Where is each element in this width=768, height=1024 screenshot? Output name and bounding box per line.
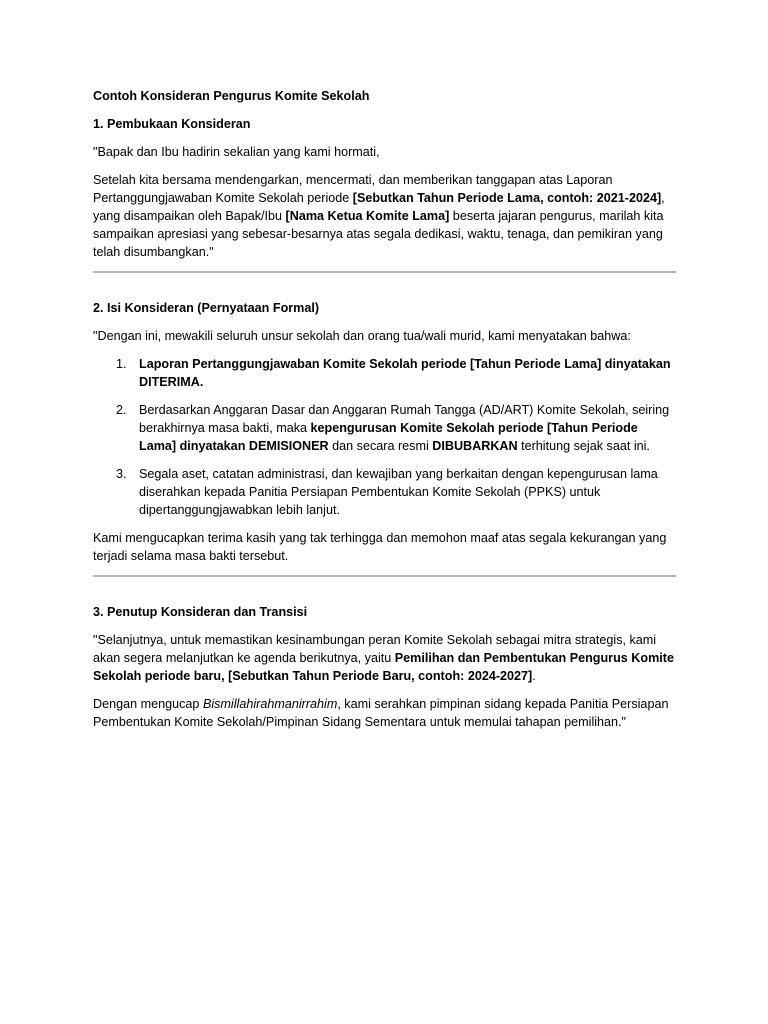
list-item-text-b: kepengurusan Komite Sekolah periode [Tahun Periode Lama] dinyatakan DEMISIONER	[139, 421, 638, 453]
list-item-number: 3.	[116, 467, 127, 481]
section-2-closing: Kami mengucapkan terima kasih yang tak terhingga dan memohon maaf atas segala kekurangan yang terjadi selama masa bakti tersebut.	[93, 531, 667, 563]
section-3-text-a: "Selanjutnya, untuk memastikan kesinambungan peran Komite Sekolah sebagai mitra strategis, kami akan segera melanjutkan ke agenda berikutnya, yaitu	[93, 633, 657, 665]
section-divider-2	[93, 575, 676, 577]
list-item-text-e: terhitung sejak saat ini.	[517, 439, 650, 453]
list-item-text-d: DIBUBARKAN	[432, 439, 518, 453]
list-item-text: Segala aset, catatan administrasi, dan kewajiban yang berkaitan dengan kepengurusan lama diserahkan kepada Panitia Persiapan Pembentukan Komite Sekolah (PPKS) untuk dipertanggungjawabkan lebih lanjut.	[139, 467, 658, 517]
section-3-text-e: , kami serahkan pimpinan sidang kepada Panitia Persiapan Pembentukan Komite Sekolah/Pimpinan Sidang Sementara untuk memulai tahapan pemilihan."	[93, 697, 669, 729]
section-1-greeting: "Bapak dan Ibu hadirin sekalian yang kami hormati,	[93, 145, 380, 159]
list-item	[93, 465, 676, 519]
section-2-heading: 2. Isi Konsideran (Pernyataan Formal)	[93, 301, 320, 315]
section-3-heading: 3. Penutup Konsideran dan Transisi	[93, 605, 308, 619]
section-2-intro: "Dengan ini, mewakili seluruh unsur sekolah dan orang tua/wali murid, kami menyatakan bahwa:	[93, 329, 631, 343]
list-item-text-a: Berdasarkan Anggaran Dasar dan Anggaran Rumah Tangga (AD/ART) Komite Sekolah, seiring berakhirnya masa bakti, maka	[139, 403, 670, 435]
section-3-paragraph-1	[93, 631, 676, 685]
list-item-number: 2.	[116, 403, 127, 417]
section-1-text-a: Setelah kita bersama mendengarkan, mencermati, dan memberikan tanggapan atas Laporan Pertanggungjawaban Komite Sekolah periode	[93, 173, 613, 205]
list-item-text-c: dan secara resmi	[328, 439, 433, 453]
section-3-text-italic: Bismillahirahmanirrahim	[202, 697, 338, 711]
section-1-text-e: beserta jajaran pengurus, marilah kita sampaikan apresiasi yang sebesar-besarnya atas segala dedikasi, waktu, tenaga, dan pemikiran yang telah disumbangkan."	[93, 209, 664, 259]
section-3-text-d: Dengan mengucap	[93, 697, 203, 711]
section-1-text-c: , yang disampaikan oleh Bapak/Ibu	[93, 191, 665, 223]
list-item	[93, 355, 676, 391]
section-3-text-bold: Pemilihan dan Pembentukan Pengurus Komite Sekolah periode baru, [Sebutkan Tahun Periode Baru, contoh: 2024-2027]	[93, 651, 674, 683]
list-item	[93, 401, 676, 455]
list-item-number: 1.	[116, 357, 127, 371]
section-2	[93, 299, 676, 565]
document-page	[93, 87, 676, 741]
section-3-text-c: .	[532, 669, 536, 683]
section-3	[93, 603, 676, 731]
section-1-paragraph	[93, 171, 676, 261]
section-1-period-placeholder: [Sebutkan Tahun Periode Lama, contoh: 2021-2024]	[352, 191, 662, 205]
statement-list	[93, 355, 676, 519]
section-divider-1	[93, 271, 676, 273]
section-3-paragraph-2	[93, 695, 676, 731]
document-title: Contoh Konsideran Pengurus Komite Sekolah	[93, 89, 370, 103]
list-item-text: Laporan Pertanggungjawaban Komite Sekolah periode [Tahun Periode Lama] dinyatakan DITERIMA.	[139, 357, 671, 389]
section-1-heading: 1. Pembukaan Konsideran	[93, 117, 251, 131]
section-1-chair-placeholder: [Nama Ketua Komite Lama]	[285, 209, 450, 223]
